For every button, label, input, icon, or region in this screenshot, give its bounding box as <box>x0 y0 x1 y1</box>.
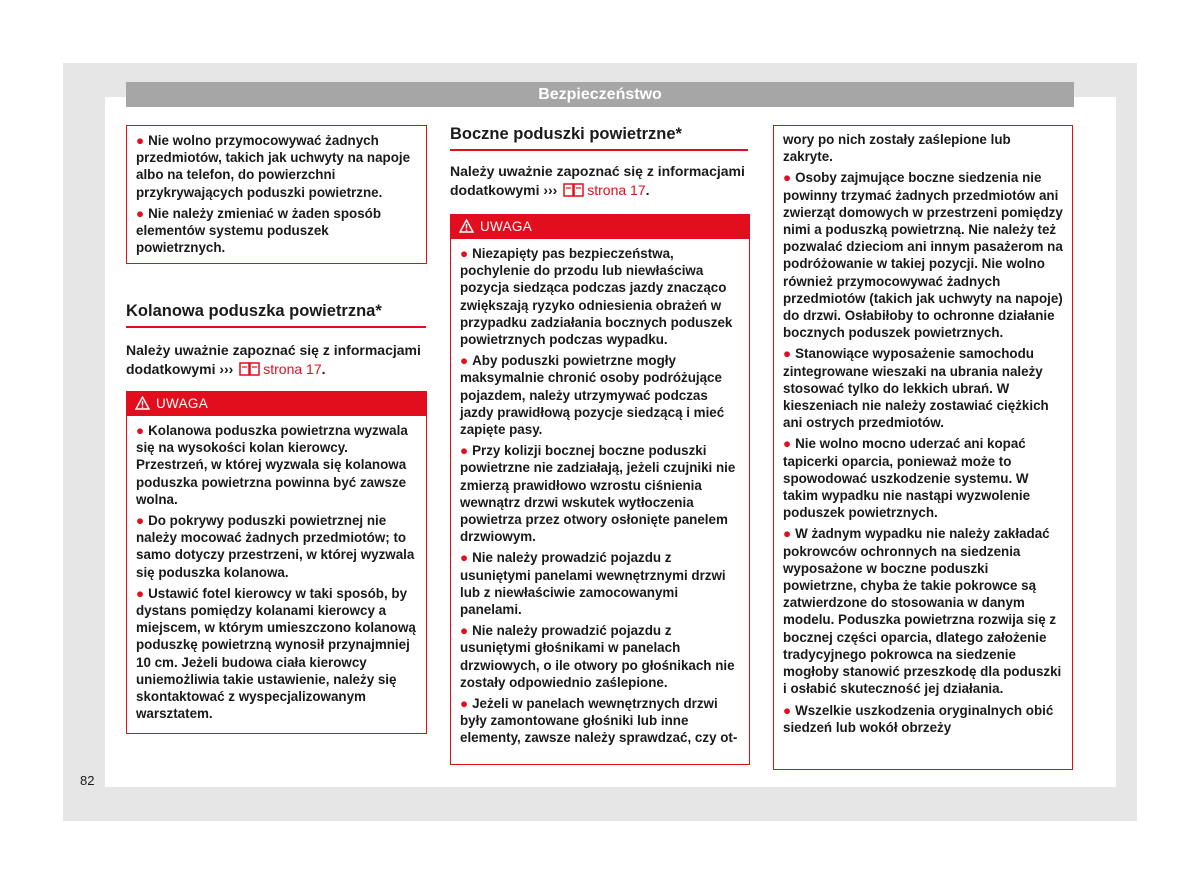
bullet-icon: ● <box>460 443 469 459</box>
bullet-text: Nie należy zmieniać w żaden sposób elementów systemu poduszek powietrznych. <box>136 205 382 256</box>
bullet-text: Aby poduszki powietrzne mogły maksymalnie chronić osoby podróżujące pojazdem, należy utrzymywać podczas jazdy prawidłową pozycje siedzącą i mieć zapięte pasy. <box>460 353 725 438</box>
section-title-knee-airbag: Kolanowa poduszka powietrzna* <box>126 302 426 328</box>
warning-label: UWAGA <box>480 219 532 234</box>
bullet-text: W żadnym wypadku nie należy zakładać pokrowców ochronnych na siedzenia wyposażone w boczne poduszki powietrzne, chyba że takie pokrowce są zatwierdzone do stosowania w danym modelu. Poduszka powietrzna rozwija się z bocznej części oparcia, dlatego założenie tradycyjnego pokrowca na siedzenie mogłoby stanowić przeszkodę dla poduszki i osłabić skuteczność jej działania. <box>783 526 1062 697</box>
bullet-text: Przy kolizji bocznej boczne poduszki powietrzne nie zadziałają, jeżeli czujniki nie zmierzą prawidłowo wzrostu ciśnienia wewnątrz drzwi wskutek wytłoczenia powietrza przez otwory osłonięte panelem drzwiowym. <box>460 443 736 545</box>
warning-box-knee <box>126 391 427 734</box>
warning-continuation-box <box>126 125 427 264</box>
page-number: 82 <box>80 773 95 788</box>
bullet-icon: ● <box>783 346 792 362</box>
warning-triangle-icon <box>135 396 150 410</box>
bullet-text: Nie wolno przymocowywać żadnych przedmiotów, takich jak uchwyty na napoje albo na telefon, do powierzchni przykrywających poduszki powietrzne. <box>136 133 411 200</box>
warning-label: UWAGA <box>156 396 208 411</box>
warning-triangle-icon <box>459 219 474 233</box>
bullet-text: Nie należy prowadzić pojazdu z usuniętymi głośnikami w panelach drzwiowych, o ile otwory po głośnikach nie zostały odpowiednio zaślepione. <box>460 623 735 690</box>
bullet-text: Niezapięty pas bezpieczeństwa, pochylenie do przodu lub niewłaściwa pozycja siedząca podczas jazdy znacząco zwiększają ryzyko odniesienia obrażeń w przypadku zadziałania bocznych poduszek powietrznych podczas wypadku. <box>460 246 733 348</box>
list-item <box>460 442 741 545</box>
book-icon <box>563 182 585 198</box>
bullet-text: Osoby zajmujące boczne siedzenia nie powinny trzymać żadnych przedmiotów ani zwierząt domowych w przestrzeni pomiędzy nimi a poduszką powietrzną. Nie należy też pozwalać dzieciom ani innym pasażerom na podróżowanie w takiej pozycji. Nie wolno również przymocowywać żadnych przedmiotów (takich jak uchwyty na napoje) do drzwi. Osłabiłoby to ochronne działanie bocznych poduszek powietrznych. <box>783 170 1063 341</box>
bullet-text: Do pokrywy poduszki powietrznej nie należy mocować żadnych przedmiotów; to samo dotyczy przestrzeni, w której wyzwala się poduszka kolanowa. <box>136 513 415 580</box>
list-item <box>136 585 418 723</box>
bullet-icon: ● <box>783 702 792 718</box>
bullet-icon: ● <box>460 246 469 261</box>
arrows-glyph: ››› <box>219 361 234 377</box>
intro-knee-airbag: Należy uważnie zapoznać się z informacjami dodatkowymi ››› strona 17. <box>126 342 421 377</box>
list-item <box>460 245 741 348</box>
bullet-icon: ● <box>460 696 469 712</box>
list-item <box>783 435 1064 521</box>
list-item <box>460 622 741 691</box>
list-item <box>783 169 1064 341</box>
bullet-icon: ● <box>136 205 145 221</box>
book-icon <box>239 361 261 377</box>
page-reference-text: strona 17 <box>263 361 322 377</box>
bullet-icon: ● <box>783 436 792 452</box>
bullet-text: Nie należy prowadzić pojazdu z usuniętymi panelami wewnętrznymi drzwi lub z niewłaściwie zamocowanymi panelami. <box>460 550 726 618</box>
list-item <box>136 422 418 508</box>
list-item <box>136 205 418 257</box>
bullet-icon: ● <box>460 623 469 639</box>
list-item <box>136 132 418 201</box>
bullet-list <box>136 422 418 722</box>
bullet-icon: ● <box>460 353 469 369</box>
list-item <box>783 702 1064 736</box>
bullet-text: Nie wolno mocno uderzać ani kopać tapicerki oparcia, ponieważ może to spowodować uszkodzenie systemu. W takim wypadku nie nastąpi wyzwolenie poduszek powietrznych. <box>783 436 1031 521</box>
intro-text: Należy uważnie zapoznać się z informacjami dodatkowymi <box>126 342 421 377</box>
section-header: Bezpieczeństwo <box>126 82 1074 107</box>
bullet-icon: ● <box>136 423 145 438</box>
arrows-glyph: ››› <box>543 182 558 198</box>
intro-text: Należy uważnie zapoznać się z informacjami dodatkowymi <box>450 163 745 198</box>
warning-continuation-box <box>773 125 1073 770</box>
bullet-text: Wszelkie uszkodzenia oryginalnych obić siedzeń lub wokół obrzeży <box>783 702 1054 735</box>
list-item <box>460 695 741 747</box>
bullet-icon: ● <box>136 513 145 529</box>
bullet-text: Stanowiące wyposażenie samochodu zintegrowane wieszaki na ubrania należy stosować tylko do lekkich ubrań. W kieszeniach nie należy zostawiać ciężkich ani ostrych przedmiotów. <box>783 346 1049 431</box>
list-item <box>460 352 741 438</box>
page-reference-link[interactable] <box>561 182 645 198</box>
page-reference-text: strona 17 <box>587 182 646 198</box>
bullet-text: Kolanowa poduszka powietrzna wyzwala się na wysokości kolan kierowcy. Przestrzeń, w której wyzwala się kolanowa poduszka powietrzna powinna być zawsze wolna. <box>136 423 408 507</box>
list-item <box>783 345 1064 431</box>
bullet-icon: ● <box>783 526 792 542</box>
bullet-icon: ● <box>460 550 469 566</box>
warning-header <box>127 392 426 416</box>
bullet-text: Ustawić fotel kierowcy w taki sposób, by dystans pomiędzy kolanami kierowcy a miejscem, w którym umieszczono kolanową poduszkę powietrzną wynosił przynajmniej 10 cm. Jeżeli budowa ciała kierowcy uniemożliwia takie ustawienie, należy się skontaktować z wyspecjalizowanym warsztatem. <box>136 585 416 722</box>
bullet-icon: ● <box>136 133 145 148</box>
warning-box-side <box>450 214 750 765</box>
page-reference-link[interactable] <box>237 361 321 377</box>
list-item <box>136 512 418 581</box>
warning-header <box>451 215 749 239</box>
list-item <box>460 549 741 618</box>
bullet-icon: ● <box>136 585 145 601</box>
intro-side-airbags: Należy uważnie zapoznać się z informacjami dodatkowymi ››› strona 17. <box>450 163 745 198</box>
list-item <box>783 525 1064 697</box>
bullet-list <box>460 245 741 747</box>
bullet-list <box>783 169 1064 736</box>
section-title-side-airbags: Boczne poduszki powietrzne* <box>450 125 748 151</box>
bullet-icon: ● <box>783 170 792 186</box>
continuation-text: wory po nich zostały zaślepione lub zakryte. <box>783 132 1011 165</box>
bullet-list <box>136 132 418 256</box>
bullet-text: Jeżeli w panelach wewnętrznych drzwi były zamontowane głośniki lub inne elementy, zawsze należy sprawdzać, czy ot- <box>460 696 738 746</box>
